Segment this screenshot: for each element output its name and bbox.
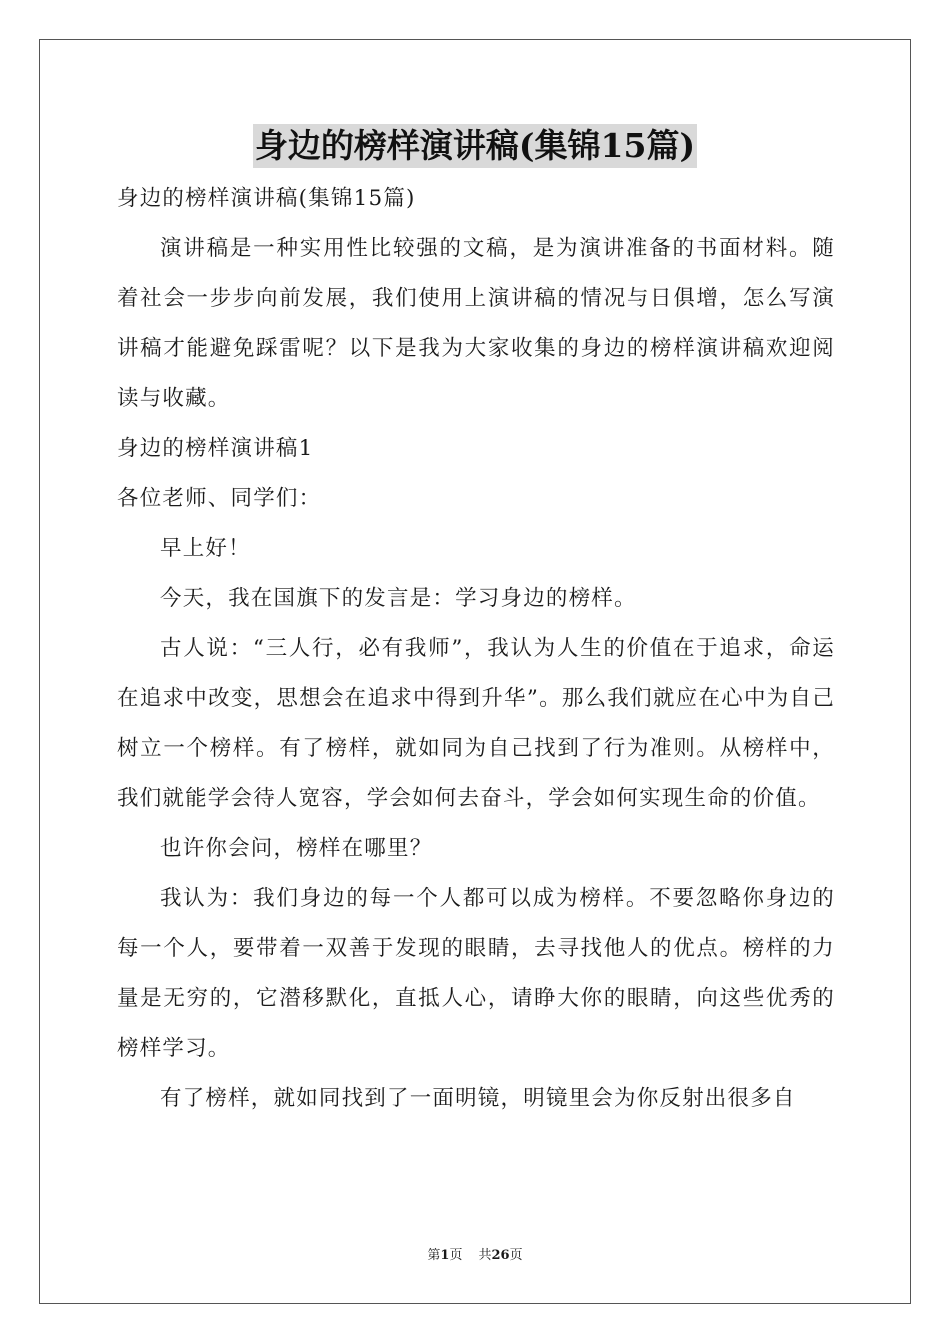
- paragraph: 有了榜样，就如同找到了一面明镜，明镜里会为你反射出很多自: [160, 1086, 796, 1111]
- page-footer: [0, 1247, 950, 1265]
- total-unit: 页: [509, 1248, 523, 1263]
- paragraph: 也许你会问，榜样在哪里？: [160, 836, 433, 861]
- total-prefix: 共: [478, 1248, 492, 1263]
- document-title: 身边的榜样演讲稿(集锦15篇): [253, 124, 697, 168]
- salutation: 各位老师、同学们：: [117, 486, 322, 511]
- paragraph: 古人说：“三人行，必有我师”，我认为人生的价值在于追求，命运在追求中改变，思想会在追求中得到升华”。那么我们就应在心中为自己树立一个榜样。有了榜样，就如同为自己找到了行为准则。从榜样中，我们就能学会待人宽容，学会如何去奋斗，学会如何实现生命的价值。: [117, 636, 835, 811]
- title-container: [0, 124, 950, 168]
- page-total: 26: [491, 1248, 510, 1263]
- paragraph: 演讲稿是一种实用性比较强的文稿，是为演讲准备的书面材料。随着社会一步步向前发展，我们使用上演讲稿的情况与日俱增，怎么写演讲稿才能避免踩雷呢？以下是我为大家收集的身边的榜样演讲稿欢迎阅读与收藏。: [117, 236, 835, 411]
- paragraph: 早上好！: [160, 536, 251, 561]
- document-body: [117, 174, 835, 1124]
- page-prefix: 第: [427, 1248, 441, 1263]
- paragraph: 今天，我在国旗下的发言是：学习身边的榜样。: [160, 586, 637, 611]
- paragraph: 我认为：我们身边的每一个人都可以成为榜样。不要忽略你身边的每一个人，要带着一双善于发现的眼睛，去寻找他人的优点。榜样的力量是无穷的，它潜移默化，直抵人心，请睁大你的眼睛，向这些优秀的榜样学习。: [117, 886, 835, 1061]
- paragraph: 身边的榜样演讲稿(集锦15篇): [117, 186, 416, 211]
- page-current: 1: [440, 1248, 450, 1263]
- section-heading: 身边的榜样演讲稿1: [117, 436, 314, 461]
- page-unit: 页: [449, 1248, 463, 1263]
